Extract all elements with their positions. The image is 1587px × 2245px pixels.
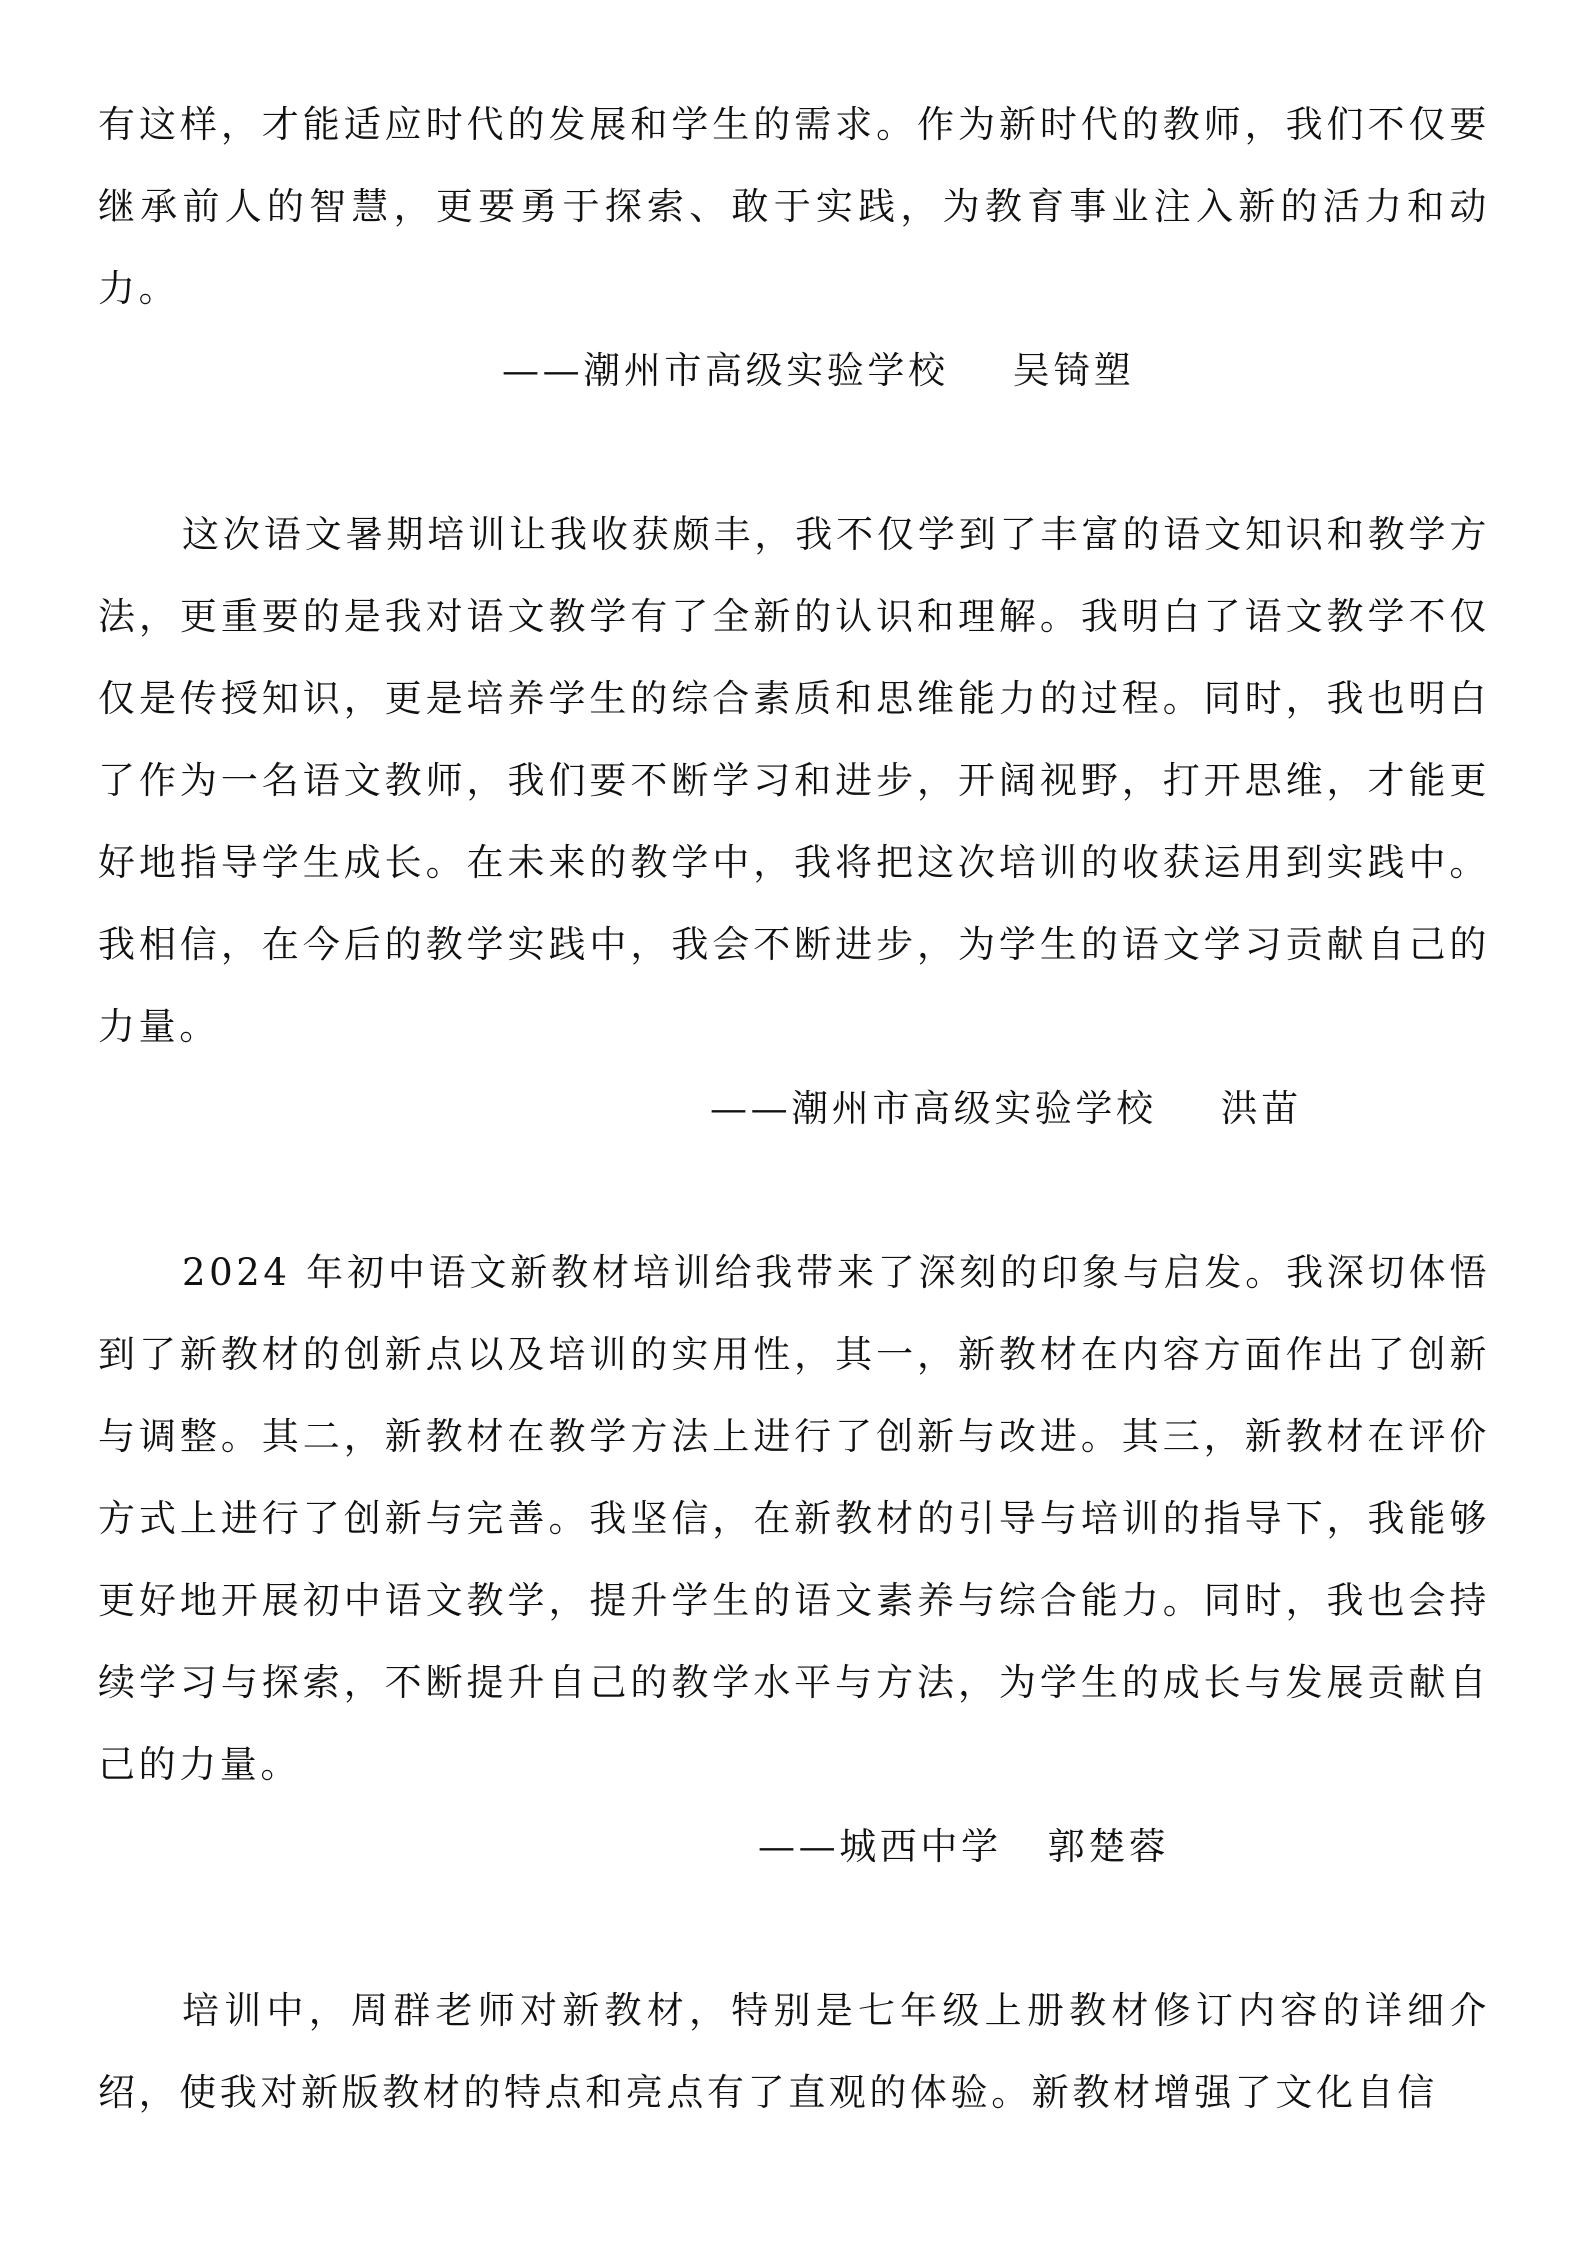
signature-line bbox=[98, 1806, 1490, 1888]
signature-name: 洪苗 bbox=[1220, 1087, 1302, 1130]
signature-line bbox=[98, 330, 1490, 412]
document-page bbox=[98, 84, 1490, 2134]
paragraph-continuation: 有这样，才能适应时代的发展和学生的需求。作为新时代的教师，我们不仅要继承前人的智慧，更要勇于探索、敢于实践，为教育事业注入新的活力和动力。 bbox=[98, 103, 1490, 310]
signature-line bbox=[98, 1068, 1490, 1150]
paragraph-spacer bbox=[98, 1888, 1490, 1970]
signature-name: 吴锜塑 bbox=[1012, 349, 1135, 392]
paragraph-reflection: 这次语文暑期培训让我收获颇丰，我不仅学到了丰富的语文知识和教学方法，更重要的是我对语文教学有了全新的认识和理解。我明白了语文教学不仅仅是传授知识，更是培养学生的综合素质和思维能力的过程。同时，我也明白了作为一名语文教师，我们要不断学习和进步，开阔视野，打开思维，才能更好地指导学生成长。在未来的教学中，我将把这次培训的收获运用到实践中。我相信，在今后的教学实践中，我会不断进步，为学生的语文学习贡献自己的力量。 bbox=[98, 513, 1490, 1048]
signature-school: ——城西中学 bbox=[758, 1825, 1002, 1868]
paragraph-reflection: 2024 年初中语文新教材培训给我带来了深刻的印象与启发。我深切体悟到了新教材的创新点以及培训的实用性，其一，新教材在内容方面作出了创新与调整。其二，新教材在教学方法上进行了创新与改进。其三，新教材在评价方式上进行了创新与完善。我坚信，在新教材的引导与培训的指导下，我能够更好地开展初中语文教学，提升学生的语文素养与综合能力。同时，我也会持续学习与探索，不断提升自己的教学水平与方法，为学生的成长与发展贡献自己的力量。 bbox=[98, 1251, 1490, 1786]
signature-school: ——潮州市高级实验学校 bbox=[502, 349, 949, 392]
paragraph-spacer bbox=[98, 1150, 1490, 1232]
signature-school: ——潮州市高级实验学校 bbox=[710, 1087, 1157, 1130]
signature-name: 郭楚蓉 bbox=[1047, 1825, 1170, 1868]
paragraph-reflection: 培训中，周群老师对新教材，特别是七年级上册教材修订内容的详细介绍，使我对新版教材的特点和亮点有了直观的体验。新教材增强了文化自信 bbox=[98, 1989, 1490, 2114]
paragraph-spacer bbox=[98, 412, 1490, 494]
